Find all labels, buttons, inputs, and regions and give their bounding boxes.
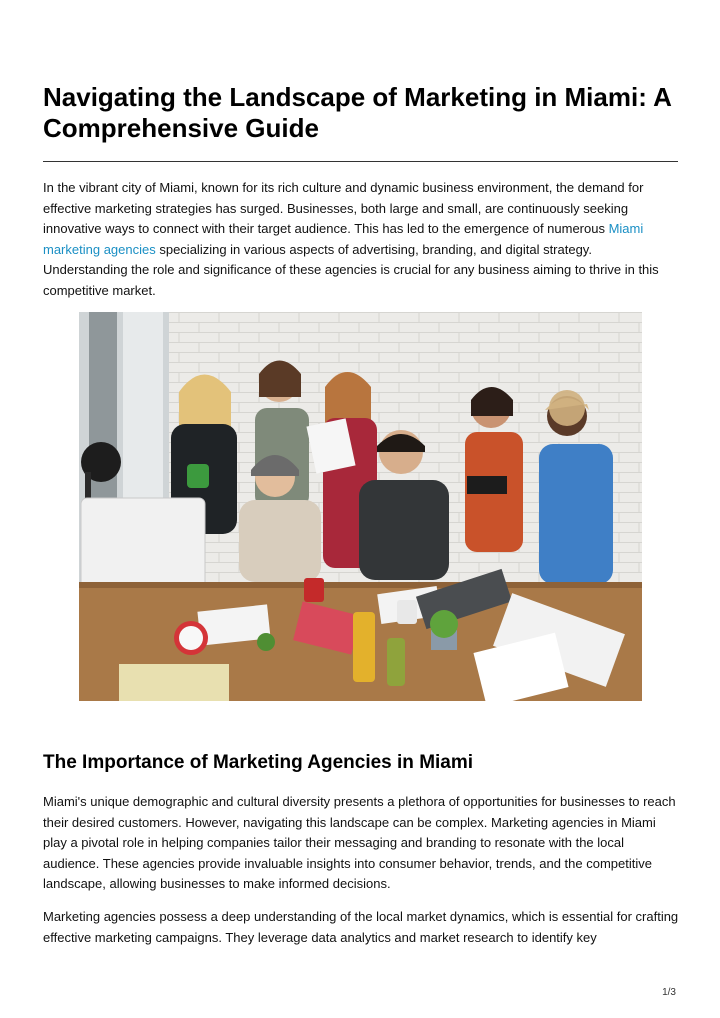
miami-marketing-agencies-link[interactable]: Miami marketing agencies (43, 221, 644, 257)
intro-paragraph (43, 178, 679, 301)
document-title: Navigating the Landscape of Marketing in Miami: A Comprehensive Guide (43, 82, 671, 143)
title-divider (43, 161, 678, 162)
body-paragraph-1: Miami's unique demographic and cultural diversity presents a plethora of opportunities for businesses to reach their desired customers. However, navigating this landscape can be complex. Marketing agencies in Miami play a pivotal role in helping companies tailor their messaging and branding to resonate with the local audience. These agencies provide invaluable insights into consumer behavior, trends, and the competitive landscape, allowing businesses to make informed decisions. (43, 794, 676, 891)
page-number: 1/3 (662, 987, 676, 998)
section-heading: The Importance of Marketing Agencies in Miami (43, 752, 474, 773)
intro-text-before-link: In the vibrant city of Miami, known for its rich culture and dynamic business environment, the demand for effective marketing strategies has surged. Businesses, both large and small, are continuously seeking innovative ways to connect with their target audience. This has led to the emergence of numerous (43, 180, 644, 236)
body-paragraph-2: Marketing agencies possess a deep understanding of the local market dynamics, which is essential for crafting effective marketing campaigns. They leverage data analytics and market research to identify key (43, 909, 679, 945)
team-meeting-photo (79, 312, 642, 701)
intro-text-after-link: specializing in various aspects of advertising, branding, and digital strategy. Understanding the role and significance of these agencies is crucial for any business aiming to thrive in this competitive market. (43, 241, 659, 298)
